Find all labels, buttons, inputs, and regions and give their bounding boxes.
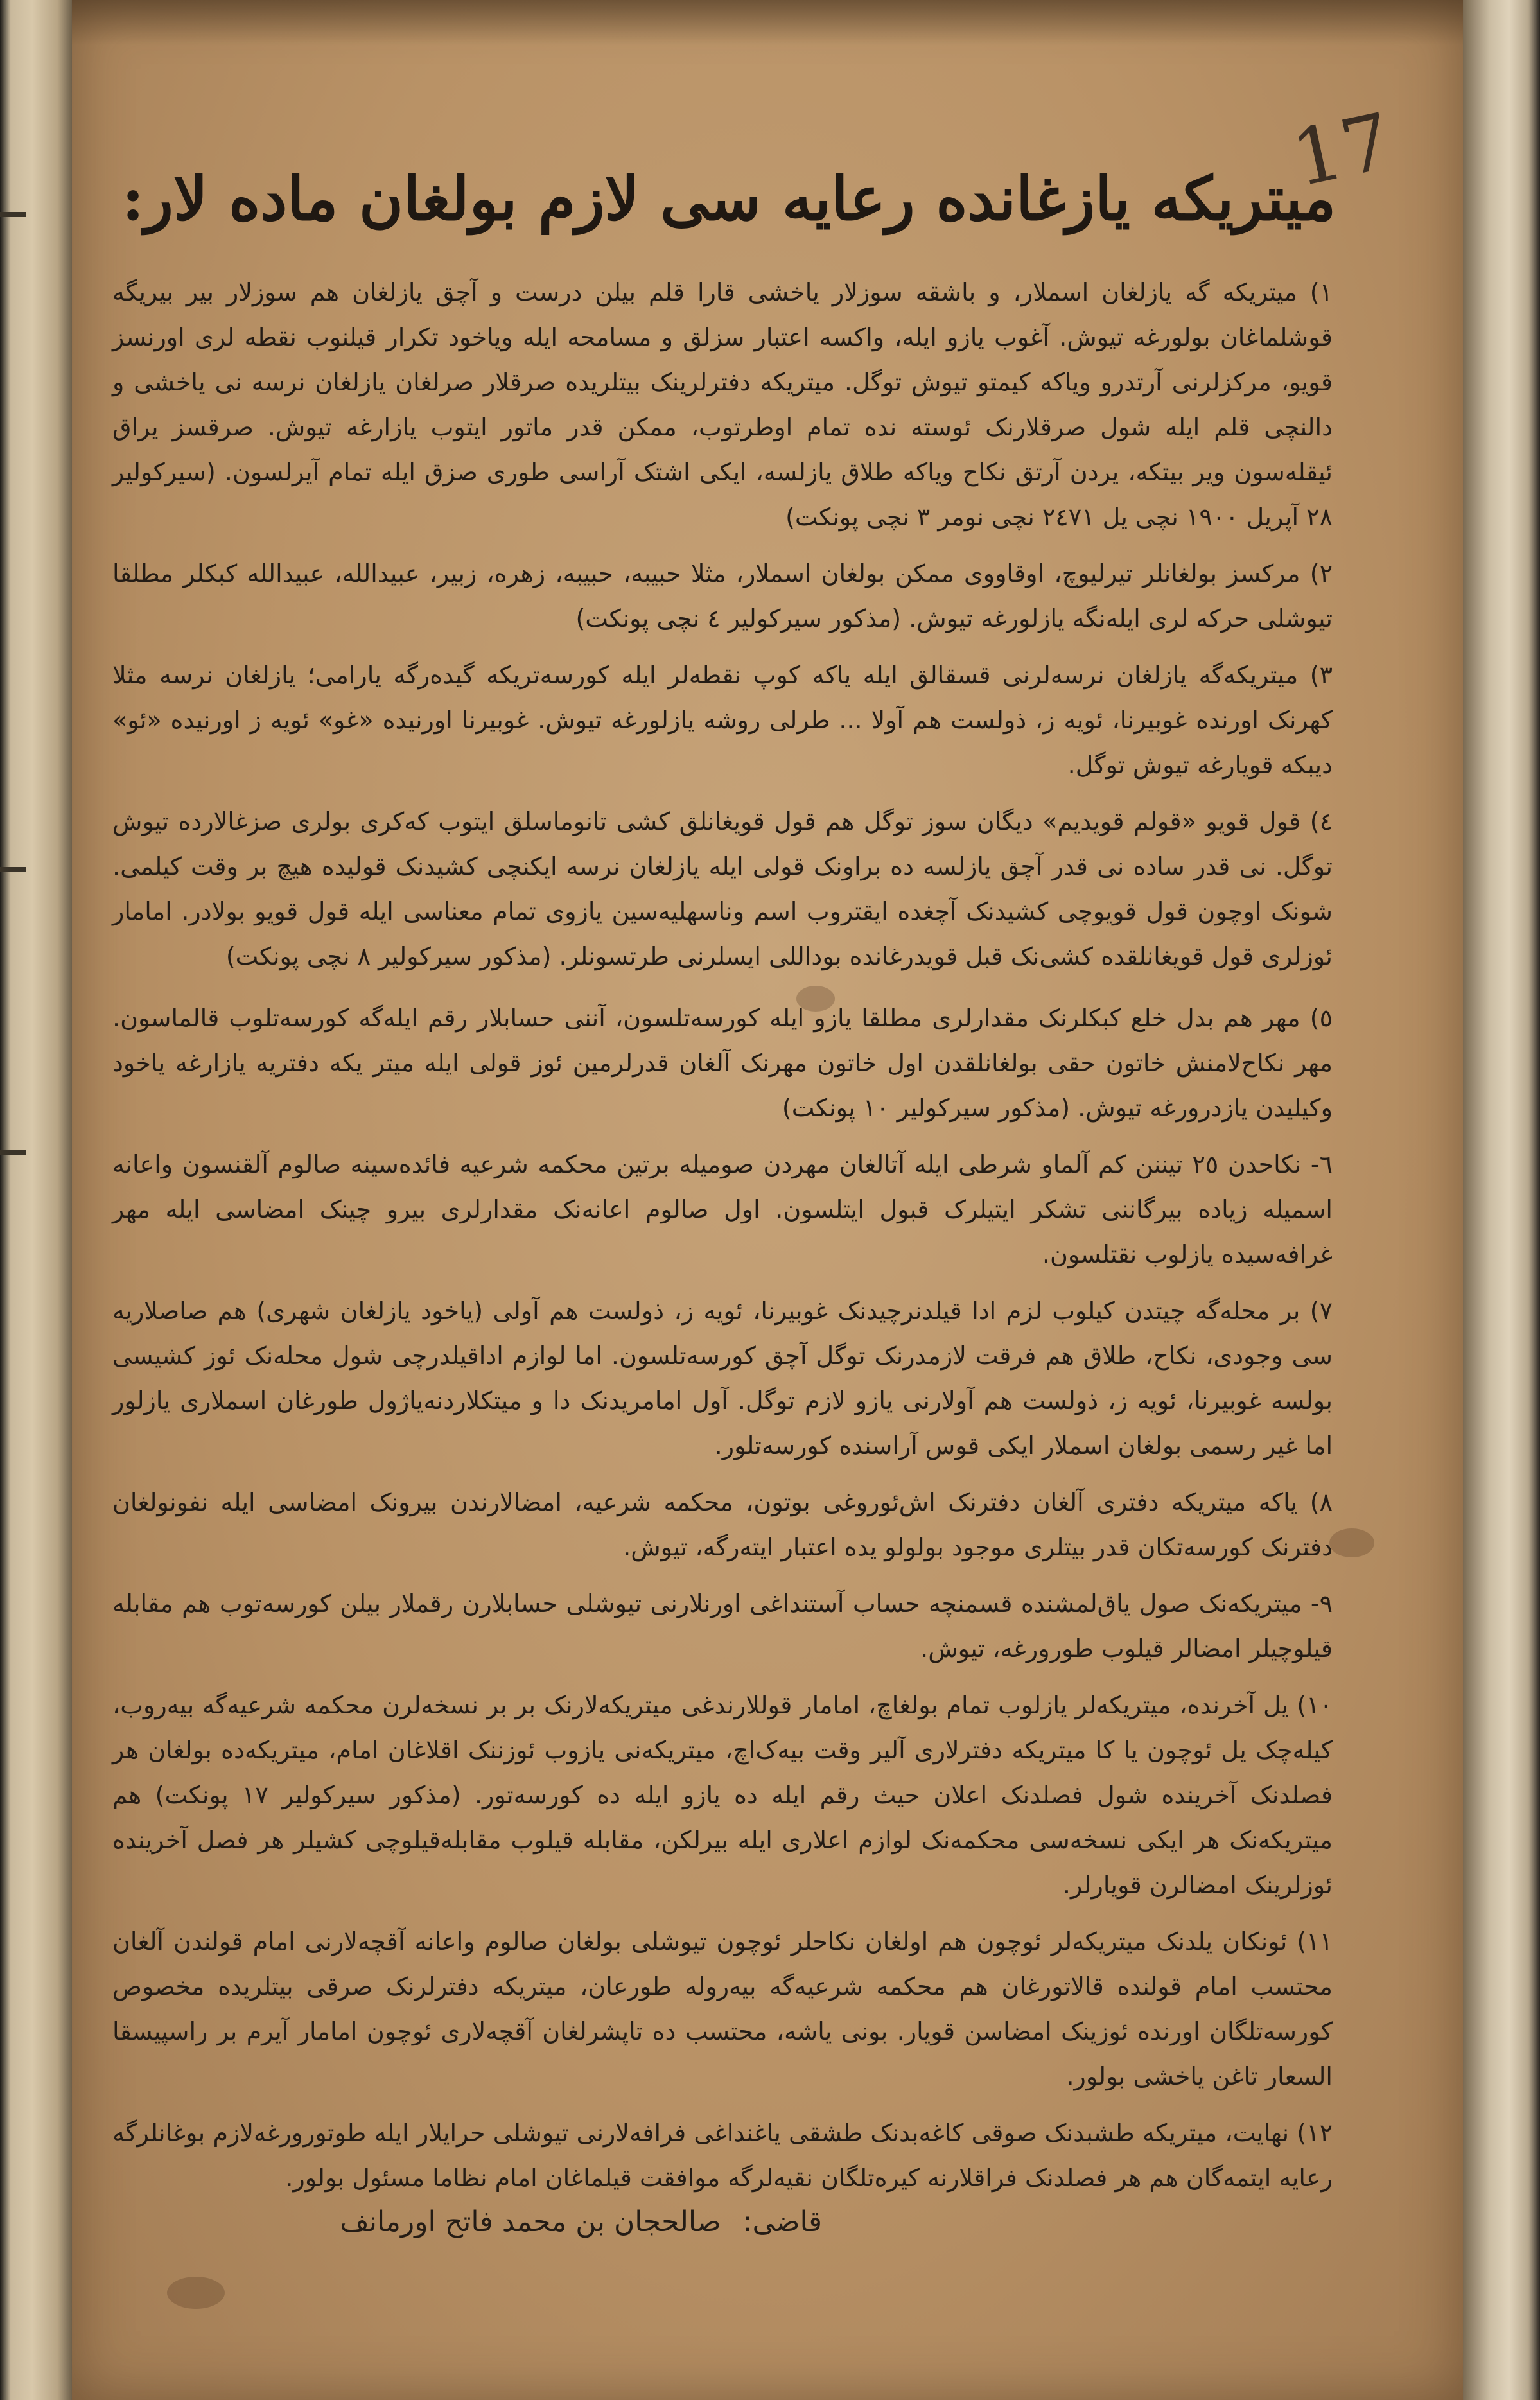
page-number: 17 [1284, 96, 1400, 205]
paragraph-2: ٢) مرکسز بولغانلر تیرلیوچ، اوقاووی ممکن بولغان اسملار، مثلا حبیبه، حبیبه، زهره، زبیر، عبیدالله، عبیدالله کبکلر مطلقا تیوشلی حرکه لری ایله‌نگه یازلورغه تیوش. (مذکور سیرکولیر ٤ نچی پونکت) [112, 559, 1333, 633]
page-top-shadow [72, 0, 1463, 45]
paragraph-9: ٩- میتریکه‌نک صول یاق‌لمشنده قسمنچه حساب آستنداغی اورنلارنی تیوشلی حسابلارن رقملار بیلن کورسه‌توب هم مقابله قیلوچیلر امضالر قیلوب طورورغه، تیوش. [112, 1590, 1333, 1663]
right-binding-strip [1463, 0, 1540, 2400]
paragraph-4: ٤) قول قویو «قولم قویدیم» دیگان سوز توگل هم قول قویغانلق کشی تانوماسلق ایتوب که‌کری بولری صزغالارده تیوش توگل. نی قدر ساده نی قدر آچق یازلسه ده براونک قولی ایله یازلغان نرسه ایکنچی کشیدنک قولیده هیچ بر وقت کیلمی. شونک اوچون قول قویوچی کشیدنک آچغده ایقتروب اسم وناسهلیه‌سین یازوی تمام معناسی ایله قول قویو بولادر. امامار ئوزلری قول قویغانلقده کشی‌نک قبل قویدرغانده بوداللی ایسلرنی طرتسونلر. (مذکور سیرکولیر ٨ نچی پونکت) [112, 807, 1333, 970]
document-title: میتریکه یازغانده رعایه سی لازم بولغان ماده لار: [121, 164, 1336, 234]
paragraph-6: ٦- نکاحدن ٢٥ تیننن کم آلماو شرطی ایله آتالغان مهردن صومیله برتین محکمه شرعیه فائده‌سینه صالوم آلقنسون واعانه اسمیله زیاده بیرگاننی تشکر ایتیلرک قبول ایتلسون. اول صالوم اعانه‌نک مقدارلری بیرو چینک امضاسی ایله مهر غرافه‌سیده یازلوب نقتلسون. [112, 1150, 1333, 1268]
paragraph-3: ٣) میتریکه‌گه یازلغان نرسه‌لرنی قسقالق ایله یاکه کوپ نقطه‌لر ایله کورسه‌تریکه گیده‌رگه یارامی؛ یازلغان نرسه مثلا کهرنک اورنده غوبیرنا، ئویه ز، ذولست هم آولا ... طرلی روشه یازلورغه تیوش. غوبیرنا اورنیده «غو» ئویه ز اورنیده «ئو» دیبکه قویارغه تیوش توگل. [112, 661, 1333, 779]
left-binding-strip [0, 0, 72, 2400]
signature-line [180, 2184, 822, 2261]
paragraph-7: ٧) بر محله‌گه چیتدن کیلوب لزم ادا قیلدنرچیدنک غوبیرنا، ئویه ز، ذولست هم آولی (یاخود یازلغان شهری) هم صاصلاریه سی وجودی، نکاح، طلاق هم فرقت لازمدرنک توگل آچق کورسه‌تلسون. اما لوازم اداقیلدرچی شول محله‌نک ئوز کشیسی بولسه غوبیرنا، ئویه ز، ذولست هم آولارنی یازو لازم توگل. آول امامریدنک دا و میتکلاردنه‌یاژول طورغان اسملاری یازلور اما غیر رسمی بولغان اسملار ایکی قوس آراسنده کورسه‌تلور. [112, 1297, 1333, 1460]
signature-name: صالحجان بن محمد فاتح اورمانف [340, 2205, 721, 2238]
ink-stain [1329, 1528, 1374, 1557]
paragraph-10: ١٠) یل آخرنده، میتریکه‌لر یازلوب تمام بولغاچ، امامار قوللارندغی میتریکه‌لارنک بر بر نسخه‌لرن محکمه شرعیه‌گه بیه‌روب، کیله‌چک یل ئوچون یا کا میتریکه دفترلاری آلیر وقت بیه‌ک‌اچ، میتریکه‌نی یازوب ئوزننک اقلاغان امام، میتریکه‌ده بولغان هر فصلدنک آخرینده شول فصلدنک اعلان حیث رقم ایله ده یازو ایله ده کورسه‌تور. (مذکور سیرکولیر ١٧ پونکت) هم میتریکه‌نک هر ایکی نسخه‌سی محکمه‌نک لوازم اعلاری ایله بیرلکن، مقابله قیلوب مقابله‌قیلوچی کشیلر هر فصل آخرینده ئوزلرینک امضالرن قویارلر. [112, 1691, 1333, 1899]
paragraph-1: ١) میتریکه گه یازلغان اسملار، و باشقه سوزلار یاخشی قارا قلم بیلن درست و آچق یازلغان هم سوزلار بیر بیریگه قوشلماغان بولورغه تیوش. آغوب یازو ایله، واکسه اعتبار سزلق و مسامحه ایله ویاخود تکرار قیلنوب نقطه لری اورنسز قویو، مرکزلرنی آرتدرو ویاکه کیمتو تیوش توگل. میتریکه دفترلرینک بیتلریده صرقلار صرلغان یازلغان نرسه نی یاخشی و دالنچی قلم ایله شول صرقلارنک ئوسته نده تمام اوطرتوب، ممکن قدر ماتور ایتوب یازارغه تیوش. صرقسز یراق ئیقله‌سون ویر بیتکه، یردن آرتق نکاح ویاکه طلاق یازلسه، ایکی اشتک آراسی طوری صزق ایله تمام آیرلسون. (سیرکولیر ٢٨ آپریل ١٩٠٠ نچی یل ٢٤٧١ نچی نومر ٣ نچی پونکت) [112, 278, 1333, 531]
paragraph-8: ٨) یاکه میتریکه دفتری آلغان دفترنک اش‌ئوروغی بوتون، محکمه شرعیه، امضالارندن بیرونک امضاسی ایله نفونولغان دفترنک کورسه‌تکان قدر بیتلری موجود بولولو یده اعتبار ایته‌رگه، تیوش. [112, 1488, 1333, 1561]
document-body [112, 270, 1333, 2235]
paragraph-11: ١١) ئونکان یلدنک میتریکه‌لر ئوچون هم اولغان نکاحلر ئوچون تیوشلی بولغان صالوم واعانه آقچه‌لارنی امام قولندن آلغان محتسب امام قولنده قالاتورغان هم محکمه شرعیه‌گه بیه‌روله طورعان، میتریکه دفترلرنک صرقی بیتلریده مخصوص کورسه‌تلگان اورنده ئوزینک امضاسن قویار. بونی یاشه، محتسب ده تاپشرلغان آقچه‌لاری ئوچون امامار آیرم بر راسپیسقا السعار تاغن یاخشی بولور. [112, 1927, 1333, 2090]
signature-label: قاضی: [742, 2205, 822, 2238]
ink-stain [167, 2277, 225, 2309]
paragraph-5: ٥) مهر هم بدل خلع کبکلرنک مقدارلری مطلقا یازو ایله کورسه‌تلسون، آننی حسابلار رقم ایله‌گه کورسه‌تلوب قالماسون. مهر نکاح‌لامنش خاتون حقی بولغانلقدن اول خاتون مهرنک آلغان قدرلرمین ئوز قولی ایله میتر یکه دفتریه یازارغه یاخود وکیلیدن یازدرورغه تیوش. (مذکور سیرکولیر ١٠ پونکت) [112, 1004, 1333, 1122]
paragraph-12: ١٢) نهایت، میتریکه طشبدنک صوقی کاغه‌بدنک طشقی یاغنداغی فرافه‌لارنی تیوشلی حرایلار ایله طوتورورغه‌لازم بوغانلرگه رعایه ایتمه‌گان هم هر فصلدنک فراقلارنه کیره‌تلگان نقیه‌لرگه موافقت قیلماغان امام نظاما مسئول بولور. [112, 2119, 1333, 2192]
